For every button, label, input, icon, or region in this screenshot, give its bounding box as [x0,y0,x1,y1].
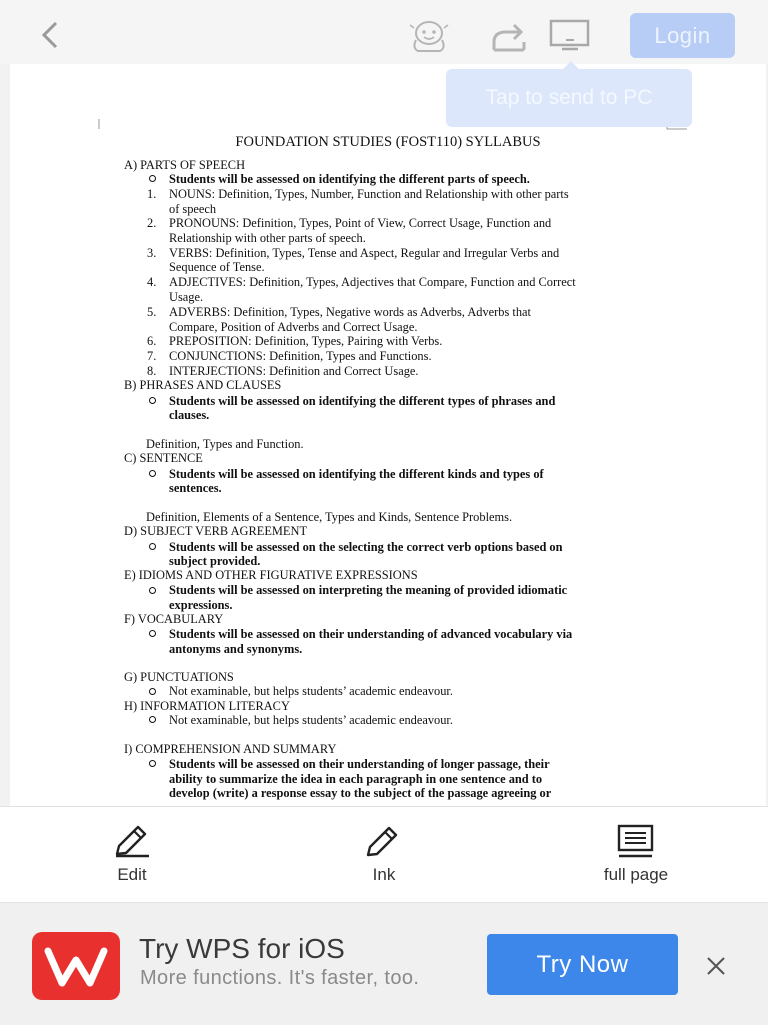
section-heading: C) SENTENCE [124,451,203,465]
list-number: 7. [147,349,157,363]
section-heading: F) VOCABULARY [124,612,224,626]
list-number: 5. [147,305,157,319]
login-button[interactable]: Login [630,13,735,58]
bullet-icon [149,587,156,594]
document-page[interactable] [10,64,766,806]
top-bar [0,0,768,64]
pen-icon [364,823,404,859]
crop-mark-left [78,118,100,130]
section-objective: Students will be assessed on interpreting the meaning of provided idiomatic [169,583,568,597]
list-item-cont: Usage. [169,290,204,304]
list-item: VERBS: Definition, Types, Tense and Aspect, Regular and Irregular Verbs and [169,246,560,260]
full-page-label: full page [603,865,669,884]
ink-button[interactable] [324,807,444,903]
section-objective: Students will be assessed on identifying the different types of phrases and [169,394,556,408]
try-now-button[interactable]: Try Now [487,934,678,995]
section-note: Not examinable, but helps students’ academic endeavour. [169,713,453,727]
list-number: 4. [147,275,157,289]
ad-banner[interactable] [0,902,768,1025]
ad-subtitle: More functions. It's faster, too. [140,967,420,989]
section-note: Definition, Elements of a Sentence, Types and Kinds, Sentence Problems. [146,510,513,524]
section-objective: Students will be assessed on identifying the different parts of speech. [169,172,530,186]
list-item-cont: Compare, Position of Adverbs and Correct Usage. [169,320,418,334]
section-note: Not examinable, but helps students’ academic endeavour. [169,684,453,698]
list-item: ADVERBS: Definition, Types, Negative words as Adverbs, Adverbs that [169,305,531,319]
list-item-cont: of speech [169,202,217,216]
section-objective-cont: expressions. [169,598,233,612]
bullet-icon [149,397,156,404]
document-title: FOUNDATION STUDIES (FOST110) SYLLABUS [235,134,541,150]
section-heading: B) PHRASES AND CLAUSES [124,378,282,392]
section-note: Definition, Types and Function. [146,437,304,451]
list-number: 8. [147,364,157,378]
list-item-cont: Relationship with other parts of speech. [169,231,366,245]
chevron-left-icon[interactable] [36,18,66,52]
bullet-icon [149,543,156,550]
full-page-button[interactable] [576,807,696,903]
list-item: PRONOUNS: Definition, Types, Point of View, Correct Usage, Function and [169,216,552,230]
close-icon[interactable] [703,953,729,979]
section-objective: Students will be assessed on identifying the different kinds and types of [169,467,544,481]
monitor-icon[interactable] [548,18,592,52]
section-objective: Students will be assessed on their understanding of advanced vocabulary via [169,627,573,641]
bullet-icon [149,716,156,723]
list-item: PREPOSITION: Definition, Types, Pairing with Verbs. [169,334,443,348]
section-objective: Students will be assessed on the selecting the correct verb options based on [169,540,563,554]
section-objective-cont: sentences. [169,481,222,495]
list-item: NOUNS: Definition, Types, Number, Function and Relationship with other parts [169,187,569,201]
bullet-icon [149,630,156,637]
section-objective-cont: antonyms and synonyms. [169,642,303,656]
section-heading: D) SUBJECT VERB AGREEMENT [124,524,308,538]
section-heading: E) IDIOMS AND OTHER FIGURATIVE EXPRESSIONS [124,568,418,582]
section-objective-cont: develop (write) a response essay to the subject of the passage agreeing or [169,786,552,800]
bullet-icon [149,760,156,767]
document-lines-icon [616,823,656,859]
list-item: ADJECTIVES: Definition, Types, Adjectives that Compare, Function and Correct [169,275,576,289]
list-item: INTERJECTIONS: Definition and Correct Usage. [169,364,419,378]
wps-logo-icon [32,932,120,1000]
mascot-icon[interactable] [408,18,450,56]
section-heading: G) PUNCTUATIONS [124,670,234,684]
ad-title: Try WPS for iOS [139,933,345,964]
bullet-icon [149,470,156,477]
list-item-cont: Sequence of Tense. [169,260,265,274]
bullet-icon [149,175,156,182]
section-heading: I) COMPREHENSION AND SUMMARY [124,742,337,756]
list-number: 3. [147,246,157,260]
pencil-icon [112,823,152,859]
section-objective-cont: subject provided. [169,554,261,568]
list-number: 1. [147,187,157,201]
section-objective-cont: ability to summarize the idea in each paragraph in one sentence and to [169,772,543,786]
bottom-toolbar [0,806,768,903]
list-number: 2. [147,216,157,230]
edit-button[interactable] [72,807,192,903]
edit-label: Edit [117,865,147,884]
section-objective-cont: clauses. [169,408,210,422]
ink-label: Ink [372,865,396,884]
share-icon[interactable] [490,20,530,54]
section-heading: A) PARTS OF SPEECH [124,158,246,172]
send-to-pc-tooltip[interactable]: Tap to send to PC [446,69,692,127]
section-objective: Students will be assessed on their understanding of longer passage, their [169,757,550,771]
list-number: 6. [147,334,157,348]
list-item: CONJUNCTIONS: Definition, Types and Functions. [169,349,432,363]
section-heading: H) INFORMATION LITERACY [124,699,290,713]
bullet-icon [149,688,156,695]
